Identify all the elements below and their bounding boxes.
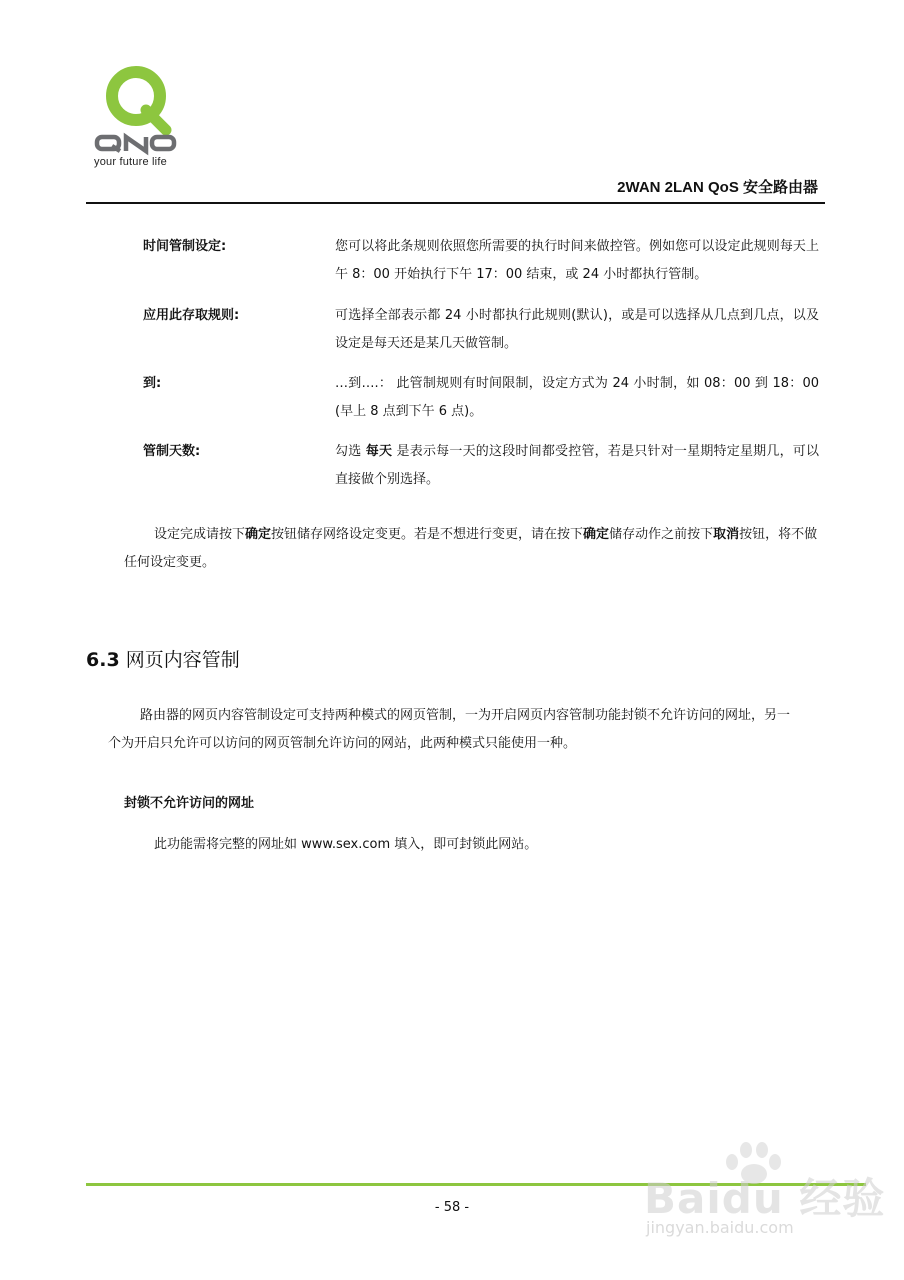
definition-description [335, 438, 819, 494]
definition-description: …到….： 此管制规则有时间限制，设定方式为 24 小时制，如 08：00 到 18：00 (早上 8 点到下午 6 点)。 [335, 376, 819, 419]
definition-text: 是表示每一天的这段时间都受控管，若是只针对一星期特定星期几，可以直接做个别选择。 [335, 444, 819, 487]
paragraph-text: 设定完成请按下 [154, 527, 246, 542]
definition-term: 时间管制设定: [143, 239, 227, 254]
confirm-term: 确定 [245, 527, 272, 542]
confirm-term: 确定 [583, 527, 610, 542]
paragraph-text: 按钮，将不做任何设定变更。 [124, 527, 818, 570]
watermark-url: jingyan.baidu.com [646, 1218, 794, 1237]
section-intro: 路由器的网页内容管制设定可支持两种模式的网页管制，一为开启网页内容管制功能封锁不允许访问的网址，另一个为开启只允许可以访问的网页管制允许访问的网站，此两种模式只能使用一种。 [108, 708, 791, 751]
baidu-watermark [640, 1140, 886, 1250]
definition-row [143, 302, 823, 358]
paragraph-text: 按钮储存网络设定变更。若是不想进行变更，请在按下 [271, 527, 584, 542]
cancel-term: 取消 [713, 527, 740, 542]
qno-logo [94, 60, 194, 170]
paragraph-text: 储存动作之前按下 [609, 527, 714, 542]
definition-description: 您可以将此条规则依照您所需要的执行时间来做控管。例如您可以设定此规则每天上午 8：00 开始执行下午 17：00 结束，或 24 小时都执行管制。 [335, 239, 819, 282]
product-title: 2WAN 2LAN QoS 安全路由器 [617, 179, 818, 196]
definition-text: 勾选 [335, 444, 366, 459]
definition-row [143, 370, 823, 426]
confirm-paragraph [124, 521, 820, 577]
subheading-text: 此功能需将完整的网址如 www.sex.com 填入，即可封锁此网站。 [154, 837, 538, 852]
definition-term: 到: [143, 376, 162, 391]
definition-row [143, 233, 823, 289]
definition-row [143, 438, 823, 494]
section-number: 6.3 [86, 649, 120, 671]
watermark-brand: Baidu 经验 [644, 1174, 886, 1223]
subheading: 封锁不允许访问的网址 [124, 796, 255, 811]
definition-description: 可选择全部表示都 24 小时都执行此规则(默认)，或是可以选择从几点到几点，以及设定是每天还是某几天做管制。 [335, 308, 819, 351]
section-heading [86, 645, 240, 672]
logo-tagline: your future life [94, 156, 167, 168]
definition-emphasis: 每天 [365, 444, 393, 459]
header-divider [86, 202, 825, 204]
page-number: - 58 - [434, 1200, 470, 1215]
qno-logo-mark [94, 60, 194, 156]
section-title: 网页内容管制 [125, 649, 240, 671]
definition-term: 管制天数: [143, 444, 201, 459]
definition-term: 应用此存取规则: [143, 308, 240, 323]
